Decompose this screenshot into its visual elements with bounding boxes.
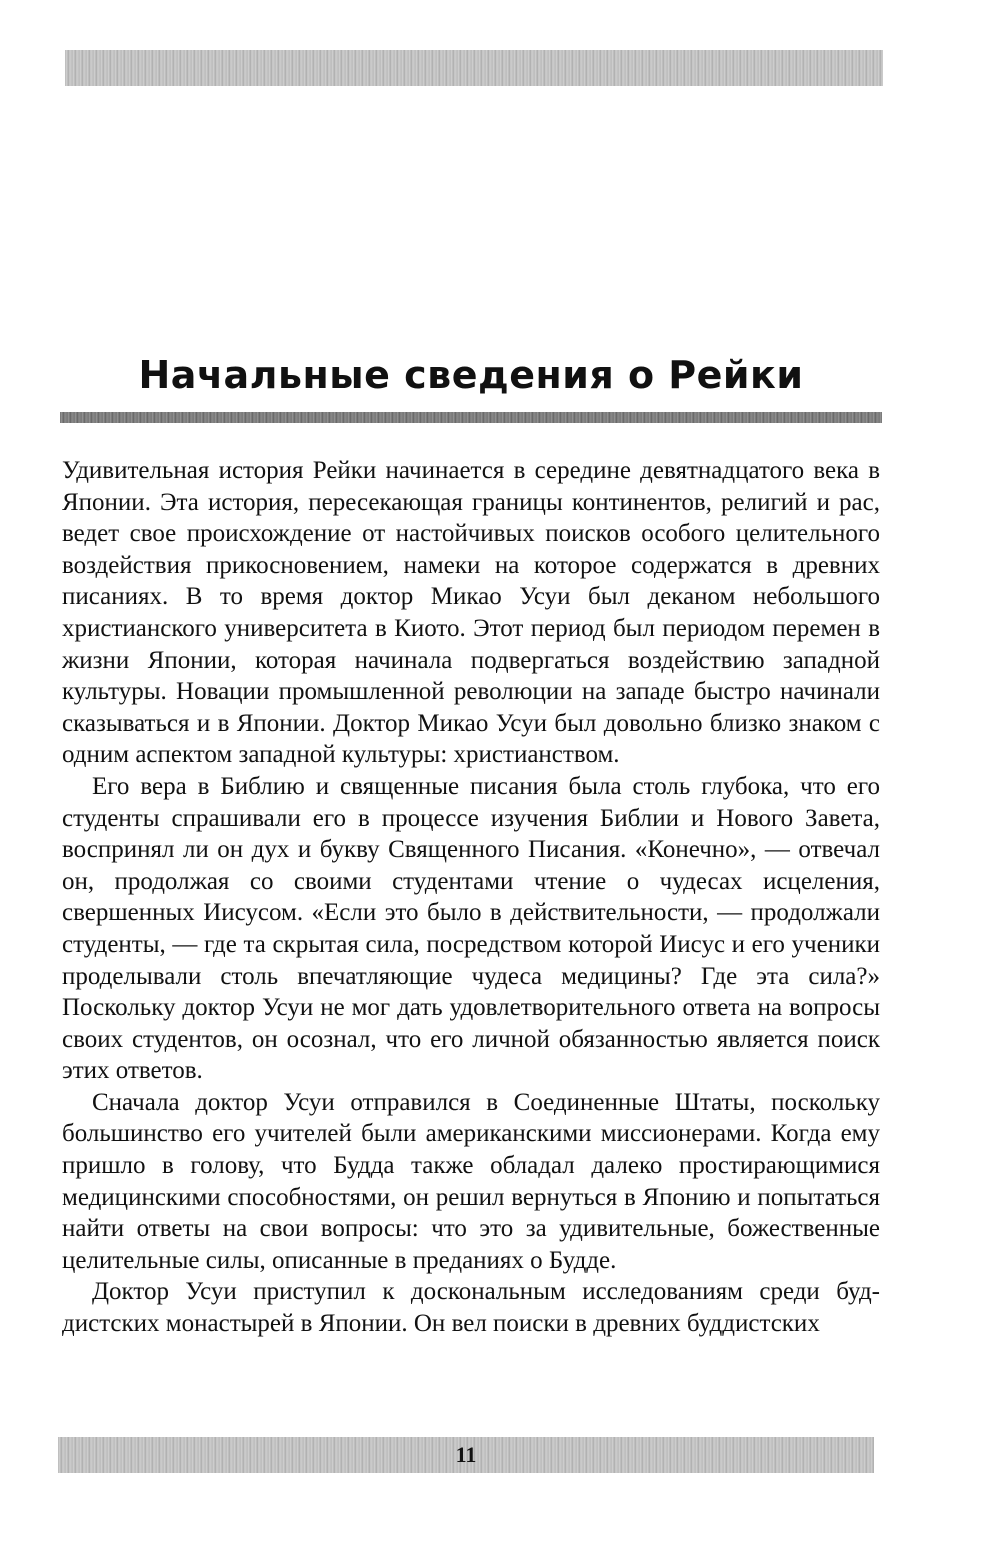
paragraph: Удивительная история Рейки начинается в середине девятнадцатого века в Японии. Эта история, пересекающая границы континентов, религий и рас, ведет свое происхождение от настойчивых поисков особого целительного воздействия прикосновением, намеки на которое содержатся в древних писаниях. В то время доктор Микао Усуи был деканом небольшого христианского университета в Киото. Этот период был периодом перемен в жизни Японии, которая начинала подвергаться воздействию западной культуры. Новации промышленной революции на западе быстро начинали сказываться и в Японии. Доктор Микао Усуи был довольно близко знаком с одним аспектом западной культуры: христианством. [62, 457, 880, 769]
paragraph: Сначала доктор Усуи отправился в Соединенные Штаты, поскольку большинство его учителей были американскими миссионерами. Когда ему пришло в голову, что Будда также обладал далеко простирающимися медицинскими способностями, он решил вернуться в Японию и попытаться найти ответы на свои вопросы: что это за удивительные, божественные целительные силы, описанные в преданиях о Будде. [62, 1088, 880, 1274]
title-underline-rule [60, 412, 882, 423]
body-text [62, 455, 880, 1340]
chapter-title: Начальные сведения о Рейки [138, 353, 804, 397]
header-decorative-band [65, 50, 883, 86]
paragraph: Доктор Усуи приступил к доскональным исследованиям среди буддистских монастырей в Японии. Он вел поиски в древних буддистских [62, 1278, 880, 1338]
paragraph: Его вера в Библию и священные писания была столь глубока, что его студенты спрашивали его в процессе изучения Библии и Нового Завета, воспринял ли он дух и букву Священного Писания. «Конечно», — отвечал он, продолжая со своими студентами чтение о чудесах исцеления, свершенных Иисусом. «Если это было в действительности, — продолжали студенты, — где та скрытая сила, посредством которой Иисус и его ученики проделывали столь впечатляющие чудеса медицины? Где эта сила?» Поскольку доктор Усуи не мог дать удовлетворительного ответа на вопросы своих студентов, он осознал, что его личной обязанностью является поиск этих ответов. [62, 772, 880, 1085]
page-number: 11 [455, 1442, 477, 1467]
